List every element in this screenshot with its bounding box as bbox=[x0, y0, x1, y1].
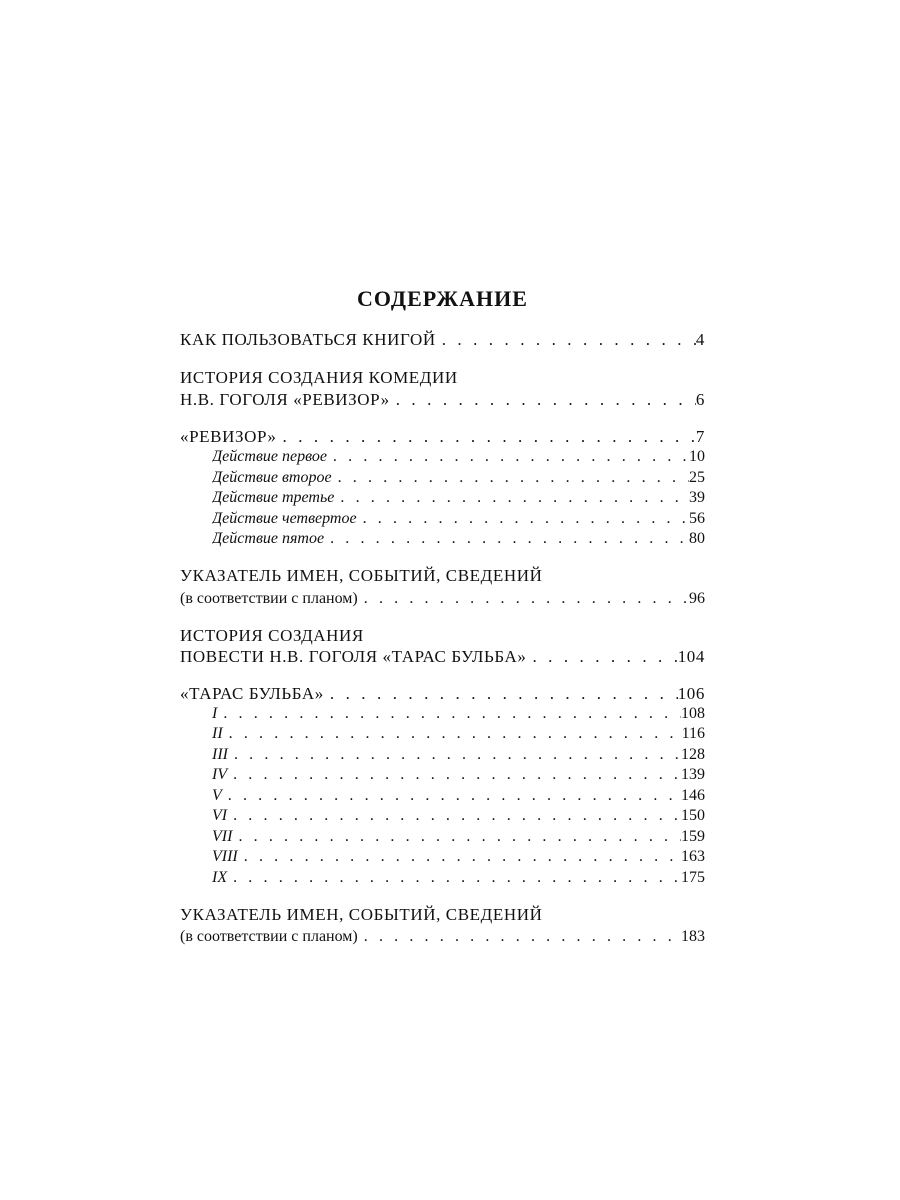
toc-entry-text: III bbox=[212, 746, 228, 763]
toc-entry-text: Действие второе bbox=[212, 469, 332, 486]
toc-page-number: 25 bbox=[689, 469, 705, 486]
toc-entry-story-history bbox=[180, 647, 705, 669]
toc-entry-comedy-history bbox=[180, 390, 705, 412]
toc-entry-text: (в соответствии с планом) bbox=[180, 590, 358, 607]
toc-page-number: 116 bbox=[681, 725, 705, 742]
toc-entry-heading-line: ИСТОРИЯ СОЗДАНИЯ КОМЕДИИ bbox=[180, 368, 458, 387]
toc-page-number: 183 bbox=[681, 928, 705, 945]
leader-dots bbox=[227, 869, 681, 887]
toc-entry-text: I bbox=[212, 705, 218, 722]
leader-dots bbox=[232, 828, 681, 846]
toc-subentry bbox=[212, 848, 705, 870]
leader-dots bbox=[327, 448, 689, 466]
toc-subentry bbox=[212, 448, 705, 470]
leader-dots bbox=[390, 390, 696, 410]
toc-entry-index-revizor bbox=[180, 590, 705, 612]
toc-entry-heading-line: ИСТОРИЯ СОЗДАНИЯ bbox=[180, 626, 364, 645]
toc-entry-text: Действие пятое bbox=[212, 530, 325, 547]
toc-entry-text: IV bbox=[212, 766, 228, 783]
toc-entry-heading-line: УКАЗАТЕЛЬ ИМЕН, СОБЫТИЙ, СВЕДЕНИЙ bbox=[180, 905, 543, 924]
toc-page-number: 139 bbox=[681, 766, 705, 783]
toc-subentry bbox=[212, 828, 705, 850]
leader-dots bbox=[217, 705, 681, 723]
leader-dots bbox=[227, 766, 681, 784]
toc-entry-taras-bulba bbox=[180, 684, 705, 706]
toc-page-number: 128 bbox=[681, 746, 705, 763]
toc-subentry bbox=[212, 766, 705, 788]
leader-dots bbox=[324, 530, 689, 548]
toc-page-number: 56 bbox=[689, 510, 705, 527]
toc-page-number: 7 bbox=[695, 427, 705, 446]
leader-dots bbox=[222, 787, 681, 805]
toc-title: СОДЕРЖАНИЕ bbox=[357, 286, 528, 311]
leader-dots bbox=[436, 330, 696, 350]
leader-dots bbox=[358, 928, 681, 946]
leader-dots bbox=[277, 427, 696, 447]
leader-dots bbox=[332, 469, 689, 487]
toc-entry-text: II bbox=[212, 725, 223, 742]
toc-entry-text: ПОВЕСТИ Н.В. ГОГОЛЯ «ТАРАС БУЛЬБА» bbox=[180, 647, 527, 666]
toc-entry-heading-line: УКАЗАТЕЛЬ ИМЕН, СОБЫТИЙ, СВЕДЕНИЙ bbox=[180, 566, 543, 585]
toc-entry-text: Действие третье bbox=[212, 489, 335, 506]
toc-entry-text: (в соответствии с планом) bbox=[180, 928, 358, 945]
leader-dots bbox=[334, 489, 689, 507]
toc-entry-text: «РЕВИЗОР» bbox=[180, 427, 277, 446]
toc-page-number: 80 bbox=[689, 530, 705, 547]
toc-entry-how-to-use bbox=[180, 330, 705, 352]
toc-page-number: 10 bbox=[689, 448, 705, 465]
leader-dots bbox=[223, 725, 682, 743]
toc-entry-text: Н.В. ГОГОЛЯ «РЕВИЗОР» bbox=[180, 390, 390, 409]
toc-entry-text: VI bbox=[212, 807, 228, 824]
toc-page bbox=[180, 0, 705, 1200]
toc-entry-text: VII bbox=[212, 828, 233, 845]
toc-page-number: 4 bbox=[695, 330, 705, 349]
toc-subentry bbox=[212, 469, 705, 491]
toc-entry-text: Действие первое bbox=[212, 448, 327, 465]
leader-dots bbox=[238, 848, 681, 866]
toc-subentry bbox=[212, 510, 705, 532]
toc-page-number: 39 bbox=[689, 489, 705, 506]
toc-page-number: 108 bbox=[681, 705, 705, 722]
leader-dots bbox=[357, 510, 689, 528]
toc-subentry bbox=[212, 705, 705, 727]
toc-page-number: 104 bbox=[677, 647, 705, 666]
toc-subentry bbox=[212, 489, 705, 511]
toc-page-number: 106 bbox=[677, 684, 705, 703]
toc-subentry bbox=[212, 869, 705, 891]
leader-dots bbox=[227, 807, 681, 825]
toc-page-number: 163 bbox=[681, 848, 705, 865]
toc-entry-revizor bbox=[180, 427, 705, 449]
toc-subentry bbox=[212, 725, 705, 747]
toc-entry-text: «ТАРАС БУЛЬБА» bbox=[180, 684, 324, 703]
toc-subentry bbox=[212, 787, 705, 809]
toc-page-number: 175 bbox=[681, 869, 705, 886]
toc-entry-text: КАК ПОЛЬЗОВАТЬСЯ КНИГОЙ bbox=[180, 330, 436, 349]
toc-page-number: 150 bbox=[681, 807, 705, 824]
toc-page-number: 6 bbox=[695, 390, 705, 409]
toc-page-number: 146 bbox=[681, 787, 705, 804]
leader-dots bbox=[526, 647, 677, 667]
toc-subentry bbox=[212, 746, 705, 768]
toc-entry-text: IX bbox=[212, 869, 228, 886]
leader-dots bbox=[324, 684, 678, 704]
toc-page-number: 159 bbox=[681, 828, 705, 845]
leader-dots bbox=[358, 590, 689, 608]
toc-entry-text: V bbox=[212, 787, 222, 804]
toc-entry-index-taras bbox=[180, 928, 705, 950]
toc-subentry bbox=[212, 807, 705, 829]
toc-page-number: 96 bbox=[689, 590, 705, 607]
toc-subentry bbox=[212, 530, 705, 552]
toc-entry-text: VIII bbox=[212, 848, 238, 865]
toc-entry-text: Действие четвертое bbox=[212, 510, 357, 527]
leader-dots bbox=[228, 746, 681, 764]
